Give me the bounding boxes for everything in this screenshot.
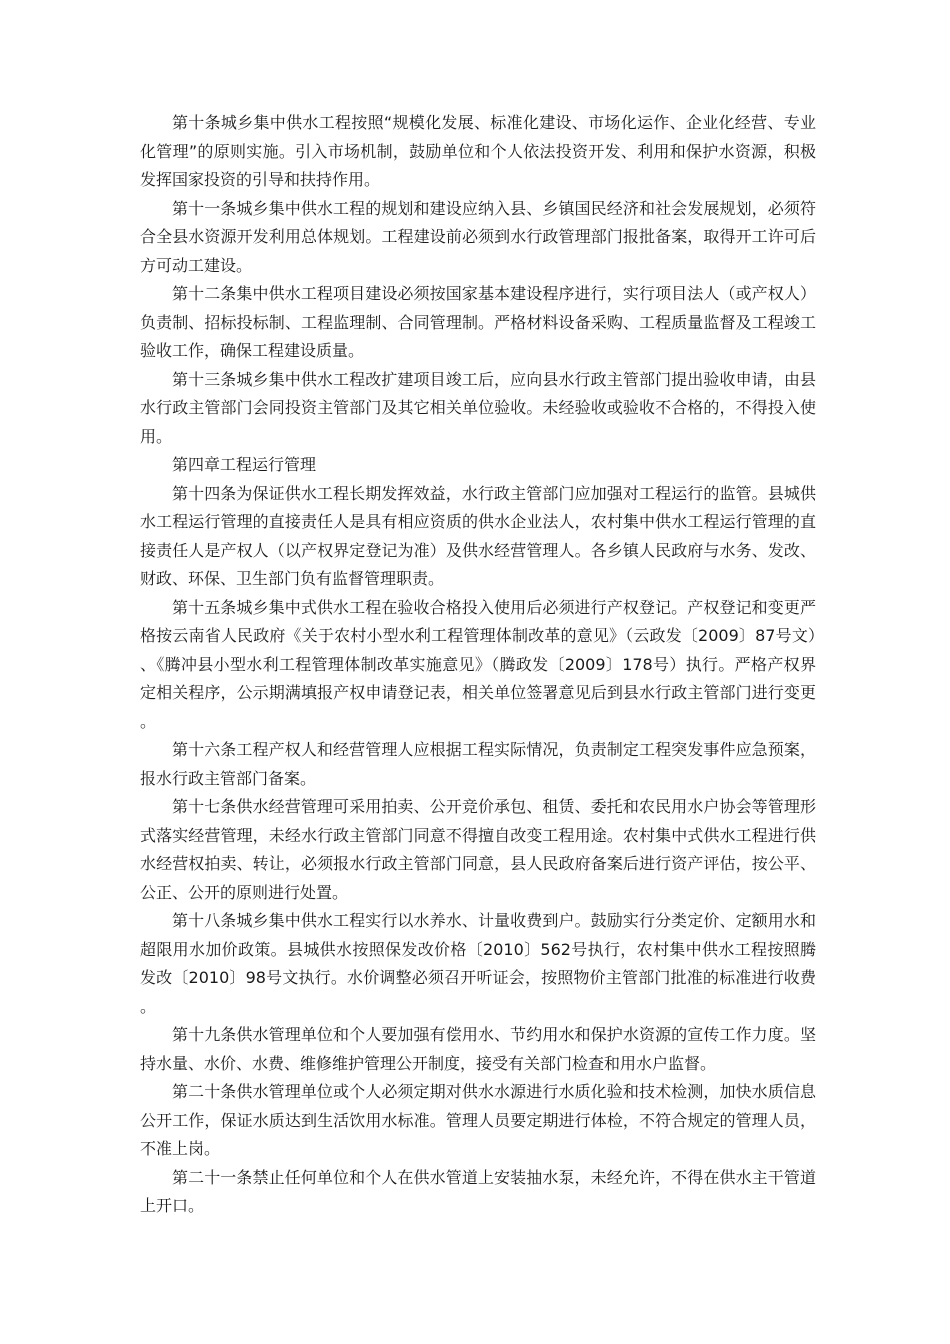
article-20: 第二十条供水管理单位或个人必须定期对供水水源进行水质化验和技术检测，加快水质信息公开工作，保证水质达到生活饮用水标准。管理人员要定期进行体检，不符合规定的管理人员，不准上岗。 [140,1082,816,1158]
document-body [140,109,816,1221]
article-10: 第十条城乡集中供水工程按照“规模化发展、标准化建设、市场化运作、企业化经营、专业化管理”的原则实施。引入市场机制，鼓励单位和个人依法投资开发、利用和保护水资源，积极发挥国家投资的引导和扶持作用。 [140,113,816,189]
article-19: 第十九条供水管理单位和个人要加强有偿用水、节约用水和保护水资源的宣传工作力度。坚持水量、水价、水费、维修维护管理公开制度，接受有关部门检查和用水户监督。 [140,1025,816,1073]
article-16: 第十六条工程产权人和经营管理人应根据工程实际情况，负责制定工程突发事件应急预案，报水行政主管部门备案。 [140,740,816,788]
article-18: 第十八条城乡集中供水工程实行以水养水、计量收费到户。鼓励实行分类定价、定额用水和超限用水加价政策。县城供水按照保发改价格〔2010〕562号执行，农村集中供水工程按照腾发改〔2010〕98号文执行。水价调整必须召开听证会，按照物价主管部门批准的标准进行收费。 [140,911,816,1016]
article-12: 第十二条集中供水工程项目建设必须按国家基本建设程序进行，实行项目法人（或产权人）负责制、招标投标制、工程监理制、合同管理制。严格材料设备采购、工程质量监督及工程竣工验收工作，确保工程建设质量。 [140,284,816,360]
article-11: 第十一条城乡集中供水工程的规划和建设应纳入县、乡镇国民经济和社会发展规划，必须符合全县水资源开发利用总体规划。工程建设前必须到水行政管理部门报批备案，取得开工许可后方可动工建设。 [140,198,816,275]
article-14: 第十四条为保证供水工程长期发挥效益，水行政主管部门应加强对工程运行的监管。县城供水工程运行管理的直接责任人是具有相应资质的供水企业法人，农村集中供水工程运行管理的直接责任人是产权人（以产权界定登记为准）及供水经营管理人。各乡镇人民政府与水务、发改、财政、环保、卫生部门负有监督管理职责。 [140,483,816,588]
chapter-4-heading: 第四章工程运行管理 [172,455,317,474]
article-17: 第十七条供水经营管理可采用拍卖、公开竞价承包、租赁、委托和农民用水户协会等管理形式落实经营管理，未经水行政主管部门同意不得擅自改变工程用途。农村集中式供水工程进行供水经营权拍卖、转让，必须报水行政主管部门同意，县人民政府备案后进行资产评估，按公平、公正、公开的原则进行处置。 [140,797,816,902]
article-13: 第十三条城乡集中供水工程改扩建项目竣工后，应向县水行政主管部门提出验收申请，由县水行政主管部门会同投资主管部门及其它相关单位验收。未经验收或验收不合格的，不得投入使用。 [140,369,816,446]
article-21: 第二十一条禁止任何单位和个人在供水管道上安装抽水泵，未经允许，不得在供水主干管道上开口。 [140,1167,816,1215]
article-15: 第十五条城乡集中式供水工程在验收合格投入使用后必须进行产权登记。产权登记和变更严格按云南省人民政府《关于农村小型水利工程管理体制改革的意见》（云政发〔2009〕87号文）、《腾冲县小型水利工程管理体制改革实施意见》（腾政发〔2009〕178号）执行。严格产权界定相关程序，公示期满填报产权申请登记表，相关单位签署意见后到县水行政主管部门进行变更。 [140,597,816,731]
